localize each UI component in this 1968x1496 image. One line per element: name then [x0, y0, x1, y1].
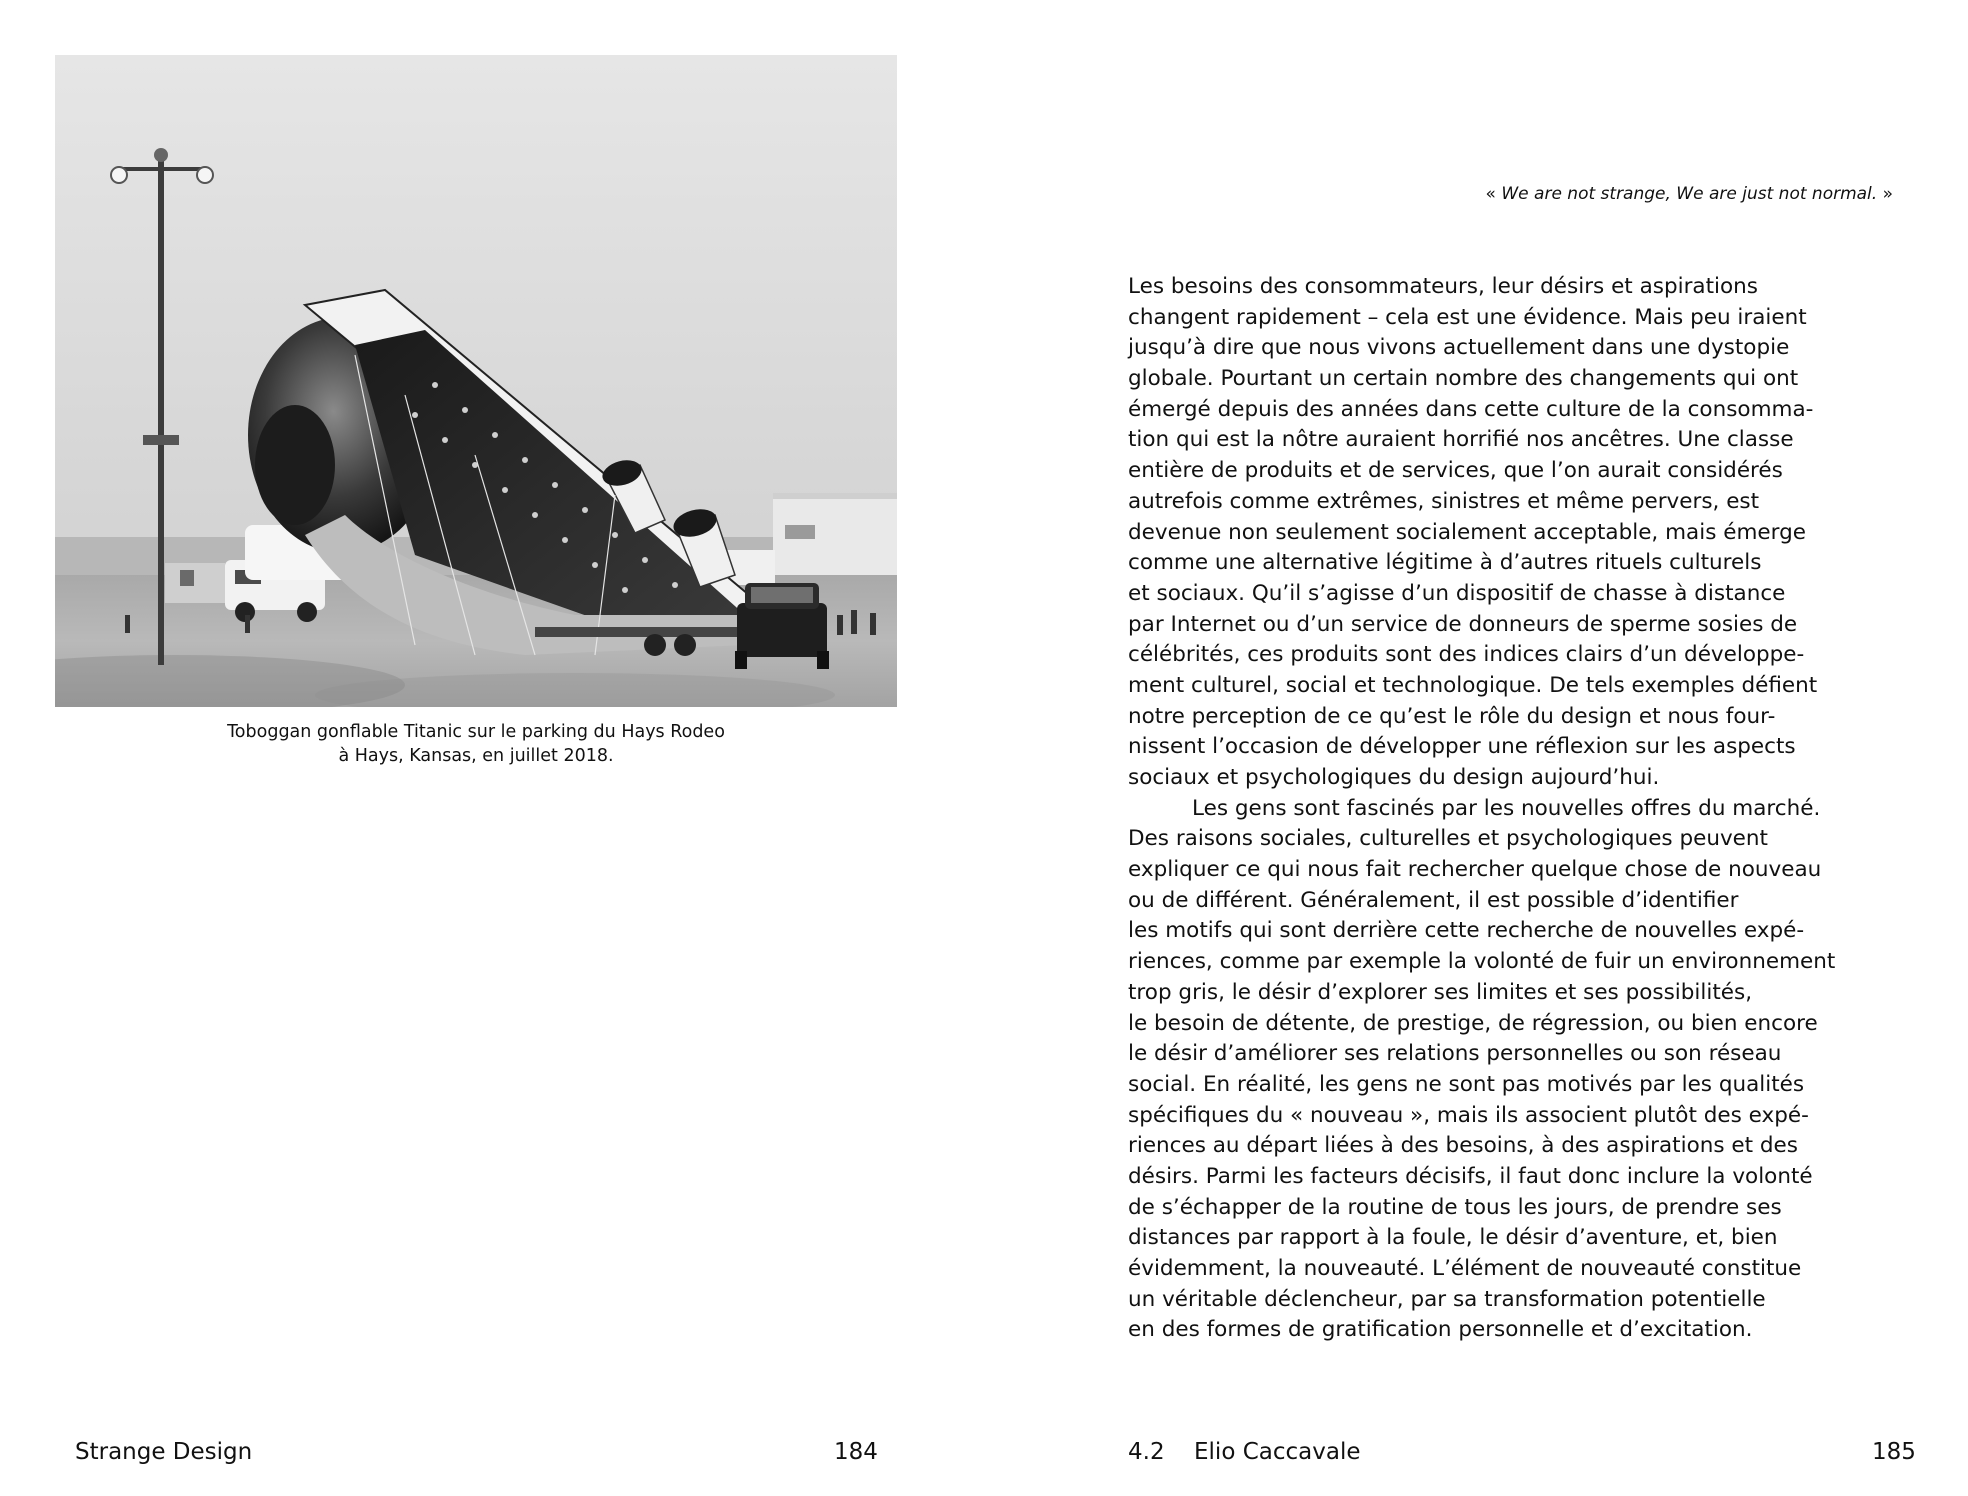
body-line: et sociaux. Qu’il s’agisse d’un dispositif de chasse à distance — [1128, 580, 1786, 606]
running-footer-author: Elio Caccavale — [1194, 1439, 1361, 1465]
body-line: expliquer ce qui nous fait rechercher quelque chose de nouveau — [1128, 857, 1822, 883]
body-line: riences au départ liées à des besoins, à des aspirations et des — [1128, 1133, 1798, 1159]
body-line: nissent l’occasion de développer une réflexion sur les aspects — [1128, 734, 1796, 760]
caption-line: Toboggan gonflable Titanic sur le parking du Hays Rodeo — [227, 722, 725, 742]
trailer — [535, 627, 755, 637]
body-line: célébrités, ces produits sont des indices clairs d’un développe- — [1128, 642, 1805, 668]
body-line: un véritable déclencheur, par sa transformation potentielle — [1128, 1286, 1766, 1312]
body-line: notre perception de ce qu’est le rôle du design et nous four- — [1128, 703, 1776, 729]
body-line: entière de produits et de services, que l’on aurait considérés — [1128, 458, 1783, 484]
section-number: 4.2 — [1128, 1439, 1165, 1465]
body-line: en des formes de gratification personnelle et d’excitation. — [1128, 1317, 1753, 1343]
body-line: Les besoins des consommateurs, leur désirs et aspirations — [1128, 274, 1758, 299]
page-number: 185 — [1872, 1439, 1916, 1465]
body-line: Les gens sont fascinés par les nouvelles offres du marché. — [1192, 795, 1821, 821]
body-line: globale. Pourtant un certain nombre des changements qui ont — [1128, 366, 1799, 392]
body-line: évidemment, la nouveauté. L’élément de nouveauté constitue — [1128, 1256, 1802, 1281]
epigraph-open-quote: « — [1485, 184, 1502, 204]
body-line: social. En réalité, les gens ne sont pas motivés par les qualités — [1128, 1071, 1805, 1097]
page-number: 184 — [834, 1439, 878, 1465]
photo-illustration — [55, 55, 897, 707]
body-line: sociaux et psychologiques du design aujourd’hui. — [1128, 765, 1660, 790]
body-line: les motifs qui sont derrière cette recherche de nouvelles expé- — [1128, 918, 1805, 944]
body-line: spécifiques du « nouveau », mais ils associent plutôt des expé- — [1128, 1102, 1809, 1128]
body-line: riences, comme par exemple la volonté de fuir un environnement — [1128, 949, 1836, 975]
epigraph — [1486, 182, 1893, 206]
body-line: désirs. Parmi les facteurs décisifs, il faut donc inclure la volonté — [1128, 1163, 1813, 1189]
epigraph-quote: We are not strange, We are just not normal. — [1501, 184, 1878, 204]
body-line: devenue non seulement socialement acceptable, mais émerge — [1128, 519, 1806, 545]
caption-line: à Hays, Kansas, en juillet 2018. — [338, 746, 614, 766]
body-line: le désir d’améliorer ses relations personnelles ou son réseau — [1128, 1041, 1782, 1067]
body-line: le besoin de détente, de prestige, de régression, ou bien encore — [1128, 1010, 1818, 1036]
running-footer-book-title: Strange Design — [75, 1439, 253, 1465]
body-line: autrefois comme extrêmes, sinistres et même pervers, est — [1128, 488, 1760, 514]
body-line: ou de différent. Généralement, il est possible d’identifier — [1128, 887, 1739, 913]
right-page — [984, 0, 1968, 1496]
body-line: ment culturel, social et technologique. De tels exemples défient — [1128, 672, 1818, 698]
body-text — [1128, 272, 1908, 1346]
photo-caption — [55, 720, 897, 768]
body-line: distances par rapport à la foule, le désir d’aventure, et, bien — [1128, 1225, 1778, 1251]
photo-inflatable-titanic — [55, 55, 897, 707]
pickup-truck — [735, 583, 829, 669]
body-line: tion qui est la nôtre auraient horrifié nos ancêtres. Une classe — [1128, 427, 1794, 453]
epigraph-close-quote: » — [1877, 184, 1893, 204]
body-line: changent rapidement – cela est une évidence. Mais peu iraient — [1128, 304, 1807, 330]
body-line: de s’échapper de la routine de tous les jours, de prendre ses — [1128, 1194, 1782, 1220]
body-line: trop gris, le désir d’explorer ses limites et ses possibilités, — [1128, 979, 1753, 1005]
body-line: Des raisons sociales, culturelles et psychologiques peuvent — [1128, 826, 1768, 852]
body-line: comme une alternative légitime à d’autres rituels culturels — [1128, 550, 1762, 576]
body-line: émergé depuis des années dans cette culture de la consomma- — [1128, 396, 1814, 422]
body-line: jusqu’à dire que nous vivons actuellement dans une dystopie — [1128, 335, 1790, 361]
body-line: par Internet ou d’un service de donneurs de sperme sosies de — [1128, 611, 1798, 637]
light-pole — [158, 155, 164, 665]
